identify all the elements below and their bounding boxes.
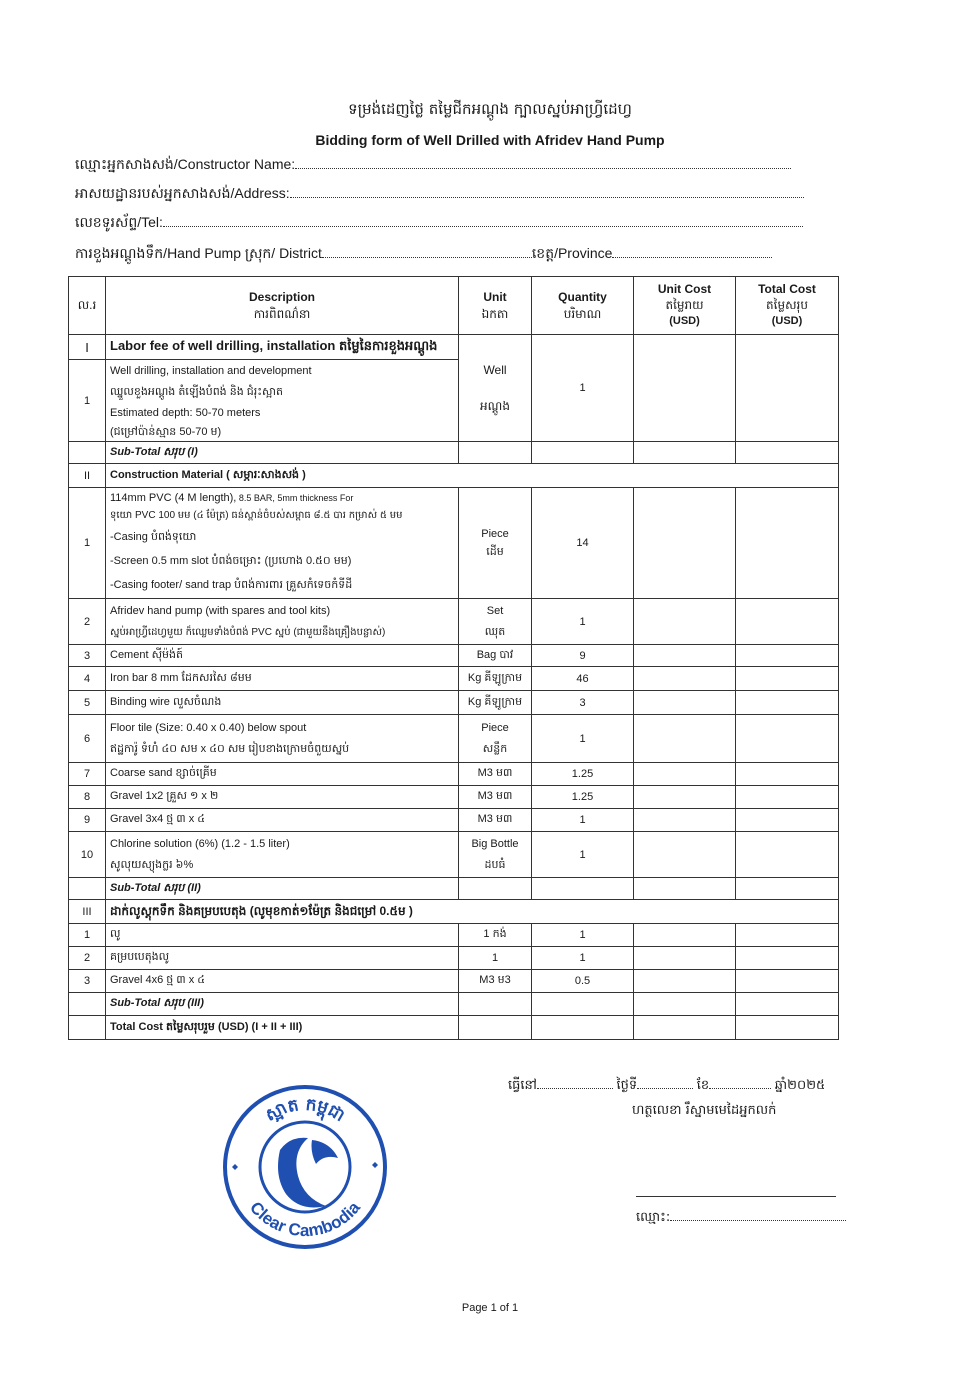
subtotal-total-cost[interactable] — [736, 993, 839, 1016]
table-row: 10 Chlorine solution (6%) (1.2 - 1.5 liter) សូលុយស្យុងក្លរ ៦% Big Bottle ដបធំ 1 — [69, 832, 839, 878]
address-field[interactable] — [75, 184, 804, 205]
district-label: ស្រុក/ District — [244, 245, 322, 261]
address-label: អាសយដ្ឋានរបស់អ្នកសាងសង់/Address: — [75, 185, 290, 201]
subtotal-unit-cost[interactable] — [634, 993, 736, 1016]
total-cost-cell[interactable] — [736, 763, 839, 786]
unit-cell: Well អណ្តូង — [459, 335, 532, 442]
table-row: 3 Gravel 4x6 ថ្ម ៣ x ៤ M3 ម3 0.5 — [69, 970, 839, 993]
table-row: 5 Binding wire លួសចំណង Kg គីឡូក្រាម 3 — [69, 691, 839, 715]
table-row: 1 114mm PVC (4 M length), 8.5 BAR, 5mm thickness For ទុយោ PVC 100 មម (៤ ម៉ែត្រ) ធន់ស្ពាន់ចំបស់សម្ពាធ ៨.៥ បារ កម្រាស់ ៥ មម -Casing បំពង់ទុយោ -Screen 0.5 mm slot បំពង់ចម្រោះ (ប្រហោង 0.៥០ មម) -Casing footer/ sand trap បំពង់ការពារ គ្រួសកំទេចកំទីដី Piece ដើម 14 — [69, 488, 839, 599]
total-cost-cell[interactable] — [736, 488, 839, 599]
table-row: 7 Coarse sand ខ្សាច់គ្រើម M3 ម៣ 1.25 — [69, 763, 839, 786]
table-row: 1 លូ 1 កង់ 1 — [69, 924, 839, 947]
bidding-table — [68, 276, 839, 1040]
subtotal-row: Sub-Total សរុប (I) — [69, 442, 839, 464]
subtotal-row: Sub-Total សរុប (II) — [69, 878, 839, 900]
signature-label: ហត្ថលេខា រឹស្នាមមេដៃអ្នកលក់ — [632, 1103, 777, 1118]
total-cost-cell[interactable] — [736, 786, 839, 809]
grand-total-row: Total Cost តម្លៃសរុបរួម (USD) (I + II + III) — [69, 1016, 839, 1040]
total-cost-cell[interactable] — [736, 667, 839, 691]
table-header-row — [69, 277, 839, 335]
clear-cambodia-stamp — [220, 1078, 390, 1256]
stamp-top-text: ស្អាត កម្ពុជា — [262, 1094, 349, 1127]
unit-cost-cell[interactable] — [634, 667, 736, 691]
total-cost-cell[interactable] — [736, 832, 839, 878]
province-label: ខេត្ត/Province — [531, 245, 613, 261]
table-row: 2 Afridev hand pump (with spares and tool kits) ស្នប់អាហ្វ្រីដេហ្វមួយ ក៏ឈ្លេមទាំងបំពង់ PVC ស្នប់ (ជាមួយនឹងគ្រឿងបន្លាស់) Set ឈុត 1 — [69, 599, 839, 645]
signature-line[interactable] — [636, 1196, 836, 1197]
unit-cost-cell[interactable] — [634, 970, 736, 993]
total-cost-cell[interactable] — [736, 715, 839, 763]
unit-cost-cell[interactable] — [634, 786, 736, 809]
header-quantity: Quantity បរិមាណ — [532, 277, 634, 335]
table-row: 3 Cement ស៊ីម៉ង់ត៍ Bag បាវ 9 — [69, 645, 839, 667]
page-number: Page 1 of 1 — [461, 1302, 519, 1314]
table-row: 6 Floor tile (Size: 0.40 x 0.40) below spout ឥដ្ឋការ៉ូ ទំហំ ៤០ សម x ៤០ សម រៀបខាងក្រោមចំពួយស្នប់ Piece សន្លឹក 1 — [69, 715, 839, 763]
unit-cost-cell[interactable] — [634, 832, 736, 878]
total-cost-cell[interactable] — [736, 691, 839, 715]
total-cost-cell[interactable] — [736, 599, 839, 645]
table-row: 4 Iron bar 8 mm ដែកសរសៃ ៨មម Kg គីឡូក្រាម 46 — [69, 667, 839, 691]
header-total-cost: Total Cost តម្លៃសរុប (USD) — [736, 277, 839, 335]
header-unit-cost: Unit Cost តម្លៃរាយ (USD) — [634, 277, 736, 335]
subtotal-total-cost[interactable] — [736, 442, 839, 464]
unit-cost-cell[interactable] — [634, 924, 736, 947]
total-cost-cell[interactable] — [736, 970, 839, 993]
location-field[interactable] — [75, 244, 772, 265]
stamp-bottom-text: Clear Cambodia — [246, 1197, 364, 1241]
unit-cost-cell[interactable] — [634, 488, 736, 599]
subtotal-unit-cost[interactable] — [634, 878, 736, 900]
tel-field[interactable] — [75, 213, 803, 234]
handpump-label: ការខួងអណ្តូងទឹក/Hand Pump — [75, 245, 242, 261]
header-unit: Unit ឯកតា — [459, 277, 532, 335]
name-field[interactable]: ឈ្មោះ: — [636, 1208, 846, 1228]
total-cost-cell[interactable] — [736, 924, 839, 947]
section-row: II Construction Material ( សម្ភារៈសាងសង់ ) — [69, 464, 839, 488]
total-cost-cell[interactable] — [736, 809, 839, 832]
unit-cost-cell[interactable] — [634, 715, 736, 763]
unit-cost-cell[interactable] — [634, 335, 736, 442]
constructor-name-label: ឈ្មោះអ្នកសាងសង់/Constructor Name: — [75, 156, 296, 172]
grand-total-cost[interactable] — [736, 1016, 839, 1040]
unit-cost-cell[interactable] — [634, 763, 736, 786]
total-cost-cell[interactable] — [736, 947, 839, 970]
unit-cost-cell[interactable] — [634, 947, 736, 970]
unit-cost-cell[interactable] — [634, 691, 736, 715]
subtotal-total-cost[interactable] — [736, 878, 839, 900]
tel-label: លេខទូរស័ព្ទ/Tel: — [75, 214, 163, 230]
quantity-cell: 1 — [532, 335, 634, 442]
title-khmer: ទម្រង់ដេញថ្លៃ តម្លៃជីកអណ្តូង ក្បាលស្នប់អាហ្វ្រីដេហ្វ — [348, 100, 632, 118]
unit-cost-cell[interactable] — [634, 645, 736, 667]
unit-cost-cell[interactable] — [634, 599, 736, 645]
total-cost-cell[interactable] — [736, 645, 839, 667]
section-row: III ដាក់លូស្តុកទឹក និងគម្របបេតុង (លូមុខកាត់១ម៉ែត្រ និងជម្រៅ 0.៥ម ) — [69, 900, 839, 924]
header-description: Description ការពិពណ៌នា — [106, 277, 459, 335]
header-no: ល.រ — [69, 277, 106, 335]
section-row: I Labor fee of well drilling, installation តម្លៃនៃការខួងអណ្តូង Well អណ្តូង 1 — [69, 335, 839, 360]
subtotal-row: Sub-Total សរុប (III) — [69, 993, 839, 1016]
table-row: 2 គម្របបេតុងលូ 1 1 — [69, 947, 839, 970]
table-row: 1 Well drilling, installation and development ឈ្នួលខួងអណ្តូង តំឡើងបំពង់ និង ជំរុះស្អាត Estimated depth: 50-70 meters (ជម្រៅប៉ាន់ស្មាន 50-70 ម) — [69, 360, 839, 442]
table-row: 9 Gravel 3x4 ថ្ម ៣ x ៤ M3 ម៣ 1 — [69, 809, 839, 832]
constructor-name-field[interactable] — [75, 155, 791, 176]
subtotal-unit-cost[interactable] — [634, 442, 736, 464]
title-english: Bidding form of Well Drilled with Afridev Hand Pump — [315, 132, 665, 148]
table-row: 8 Gravel 1x2 គ្រួស ១ x ២ M3 ម៣ 1.25 — [69, 786, 839, 809]
total-cost-cell[interactable] — [736, 335, 839, 442]
unit-cost-cell[interactable] — [634, 809, 736, 832]
date-line[interactable]: ធ្វើនៅ ថ្ងៃទី ខែ ឆ្នាំ២០២៥ — [508, 1077, 826, 1092]
grand-total-unit-cost[interactable] — [634, 1016, 736, 1040]
